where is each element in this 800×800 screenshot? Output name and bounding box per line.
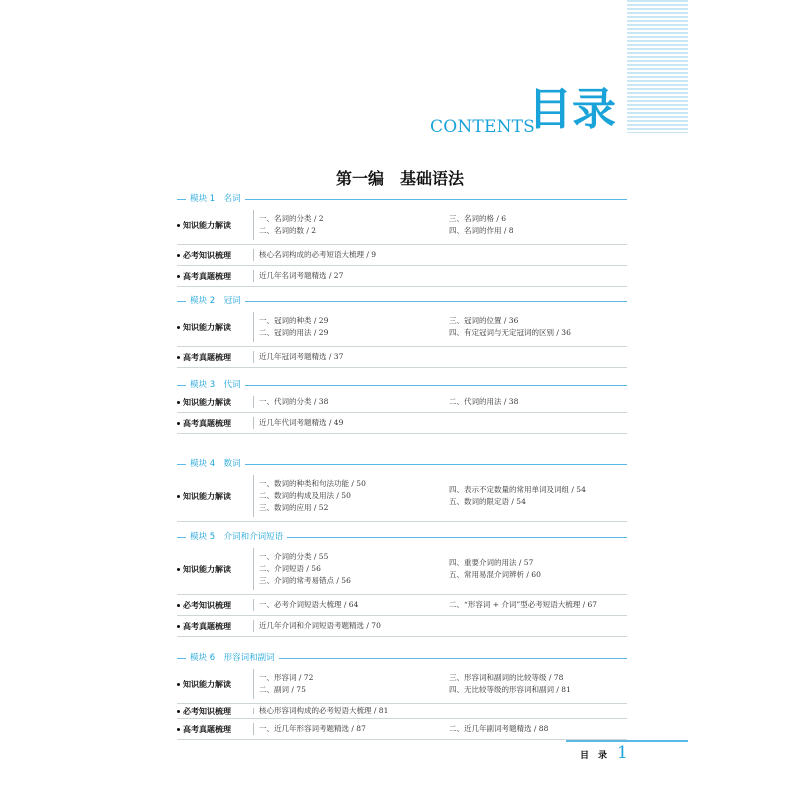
row-separator xyxy=(253,210,254,240)
toc-row xyxy=(177,616,627,637)
bullet-icon xyxy=(177,275,180,278)
entry-column xyxy=(259,599,358,611)
toc-row xyxy=(177,719,627,740)
bullet-icon xyxy=(177,326,180,329)
toc-entry[interactable]: 近几年名词考题精选 / 27 xyxy=(259,271,344,280)
module-title: 模块 2 冠词 xyxy=(186,294,245,308)
toc-entry[interactable]: 一、数词的种类和句法功能 / 50 xyxy=(259,479,366,488)
part-title: 第一编 基础语法 xyxy=(335,169,464,188)
row-separator xyxy=(253,723,254,735)
toc-entry[interactable]: 四、无比较等级的形容词和副词 / 81 xyxy=(449,685,571,694)
bullet-icon xyxy=(177,422,180,425)
toc-row xyxy=(177,471,627,522)
entry-column xyxy=(449,599,597,611)
row-category-label: 知识能力解读 xyxy=(183,564,231,574)
bullet-icon xyxy=(177,710,180,713)
row-category xyxy=(177,308,251,346)
contents-label: CONTENTS xyxy=(430,117,536,137)
module-section xyxy=(177,192,627,287)
toc-row xyxy=(177,392,627,413)
row-separator xyxy=(253,620,254,632)
toc-row xyxy=(177,308,627,347)
module-title: 模块 6 形容词和副词 xyxy=(186,651,279,665)
module-title: 模块 3 代词 xyxy=(186,378,245,392)
row-category-label: 必考知识梳理 xyxy=(183,600,231,610)
row-separator xyxy=(253,708,254,714)
entry-column xyxy=(259,551,351,587)
row-separator xyxy=(253,475,254,517)
row-separator xyxy=(253,270,254,282)
toc-entry[interactable]: 三、数词的应用 / 52 xyxy=(259,503,329,512)
toc-row xyxy=(177,347,627,368)
toc-entry[interactable]: 二、冠词的用法 / 29 xyxy=(259,328,329,337)
entry-column xyxy=(259,620,381,632)
entry-column xyxy=(259,249,376,261)
entry-column xyxy=(449,213,514,237)
entry-column xyxy=(449,723,548,735)
entry-column xyxy=(449,315,571,339)
entry-column xyxy=(449,396,518,408)
module-section xyxy=(177,457,627,522)
row-separator xyxy=(253,351,254,363)
bullet-icon xyxy=(177,625,180,628)
toc-entry[interactable]: 一、必考介词短语大梳理 / 64 xyxy=(259,600,359,609)
row-category xyxy=(177,413,251,433)
toc-entry[interactable]: 一、介词的分类 / 55 xyxy=(259,552,329,561)
row-category-label: 知识能力解读 xyxy=(183,679,231,689)
bullet-icon xyxy=(177,224,180,227)
row-category xyxy=(177,392,251,412)
toc-entry[interactable]: 近几年代词考题精选 / 49 xyxy=(259,418,344,427)
footer-label: 目 录 xyxy=(580,751,608,761)
module-title: 模块 5 介词和介词短语 xyxy=(186,530,287,544)
entry-column xyxy=(449,672,571,696)
module-section xyxy=(177,651,627,740)
row-category-label: 知识能力解读 xyxy=(183,220,231,230)
entry-column xyxy=(449,484,586,508)
toc-entry[interactable]: 五、数词的限定语 / 54 xyxy=(449,497,526,506)
module-header xyxy=(177,530,627,544)
row-category xyxy=(177,347,251,367)
toc-entry[interactable]: 近几年介词和介词短语考题精选 / 70 xyxy=(259,621,381,630)
toc-row xyxy=(177,245,627,266)
module-title: 模块 1 名词 xyxy=(186,192,245,206)
module-header xyxy=(177,192,627,206)
bullet-icon xyxy=(177,495,180,498)
toc-entry[interactable]: 一、名词的分类 / 2 xyxy=(259,214,324,223)
row-category-label: 高考真题梳理 xyxy=(183,418,231,428)
row-category xyxy=(177,595,251,615)
row-separator xyxy=(253,548,254,590)
entry-column xyxy=(259,417,343,429)
toc-entry[interactable]: 三、冠词的位置 / 36 xyxy=(449,316,519,325)
row-separator xyxy=(253,396,254,408)
toc-row xyxy=(177,665,627,704)
toc-entry[interactable]: 核心形容词构成的必考短语大梳理 / 81 xyxy=(259,706,389,715)
toc-entry[interactable]: 近几年冠词考题精选 / 37 xyxy=(259,352,344,361)
row-separator xyxy=(253,417,254,429)
row-category-label: 必考知识梳理 xyxy=(183,250,231,260)
module-section xyxy=(177,294,627,368)
toc-entry[interactable]: 三、形容词和副词的比较等级 / 78 xyxy=(449,673,564,682)
row-separator xyxy=(253,249,254,261)
page-title: 目录 xyxy=(528,84,616,135)
row-category-label: 知识能力解读 xyxy=(183,491,231,501)
toc-entry[interactable]: 二、“形容词 + 介词”型必考短语大梳理 / 67 xyxy=(449,600,598,609)
toc-entry[interactable]: 三、介词的常考易错点 / 56 xyxy=(259,576,351,585)
module-section xyxy=(177,378,627,434)
toc-entry[interactable]: 一、形容词 / 72 xyxy=(259,673,314,682)
toc-entry[interactable]: 一、冠词的种类 / 29 xyxy=(259,316,329,325)
row-category-label: 高考真题梳理 xyxy=(183,621,231,631)
toc-entry[interactable]: 一、近几年形容词考题精选 / 87 xyxy=(259,724,366,733)
row-separator xyxy=(253,669,254,699)
entry-column xyxy=(449,557,541,581)
row-category xyxy=(177,719,251,739)
bullet-icon xyxy=(177,683,180,686)
entry-column xyxy=(259,315,328,339)
toc-entry[interactable]: 二、名词的数 / 2 xyxy=(259,226,317,235)
row-category xyxy=(177,245,251,265)
bullet-icon xyxy=(177,604,180,607)
entry-column xyxy=(259,705,388,717)
module-title: 模块 4 数词 xyxy=(186,457,245,471)
row-category-label: 知识能力解读 xyxy=(183,397,231,407)
footer-divider xyxy=(566,740,688,742)
entry-column xyxy=(259,672,313,696)
entry-column xyxy=(259,723,366,735)
toc-row xyxy=(177,595,627,616)
toc-entry[interactable]: 二、介词短语 / 56 xyxy=(259,564,321,573)
toc-entry[interactable]: 一、代词的分类 / 38 xyxy=(259,397,329,406)
row-category-label: 高考真题梳理 xyxy=(183,271,231,281)
toc-entry[interactable]: 二、副词 / 75 xyxy=(259,685,306,694)
bullet-icon xyxy=(177,568,180,571)
module-section xyxy=(177,530,627,637)
toc-row xyxy=(177,704,627,719)
toc-row xyxy=(177,266,627,287)
row-category xyxy=(177,471,251,521)
toc-entry[interactable]: 四、重要介词的用法 / 57 xyxy=(449,558,534,567)
toc-entry[interactable]: 二、数词的构成及用法 / 50 xyxy=(259,491,351,500)
toc-entry[interactable]: 五、常用易混介词辨析 / 60 xyxy=(449,570,541,579)
module-header xyxy=(177,651,627,665)
entry-column xyxy=(259,213,324,237)
toc-entry[interactable]: 二、代词的用法 / 38 xyxy=(449,397,519,406)
toc-entry[interactable]: 二、近几年副词考题精选 / 88 xyxy=(449,724,549,733)
row-category xyxy=(177,266,251,286)
entry-column xyxy=(259,478,366,514)
module-header xyxy=(177,457,627,471)
row-category xyxy=(177,665,251,703)
bullet-icon xyxy=(177,728,180,731)
row-category-label: 必考知识梳理 xyxy=(183,706,231,716)
module-header xyxy=(177,294,627,308)
bullet-icon xyxy=(177,356,180,359)
row-category xyxy=(177,704,251,718)
toc-entry[interactable]: 核心名词构成的必考短语大梳理 / 9 xyxy=(259,250,377,259)
header-stripes-decoration xyxy=(627,0,688,133)
row-category xyxy=(177,544,251,594)
row-category xyxy=(177,616,251,636)
row-separator xyxy=(253,599,254,611)
toc-entry[interactable]: 四、有定冠词与无定冠词的区别 / 36 xyxy=(449,328,571,337)
bullet-icon xyxy=(177,401,180,404)
row-category xyxy=(177,206,251,244)
toc-row xyxy=(177,413,627,434)
module-header xyxy=(177,378,627,392)
row-category-label: 高考真题梳理 xyxy=(183,724,231,734)
toc-entry[interactable]: 四、名词的作用 / 8 xyxy=(449,226,514,235)
row-category-label: 高考真题梳理 xyxy=(183,352,231,362)
toc-entry[interactable]: 四、表示不定数量的常用单词及词组 / 54 xyxy=(449,485,586,494)
toc-row xyxy=(177,206,627,245)
toc-entry[interactable]: 三、名词的格 / 6 xyxy=(449,214,507,223)
row-category-label: 知识能力解读 xyxy=(183,322,231,332)
bullet-icon xyxy=(177,254,180,257)
entry-column xyxy=(259,396,328,408)
row-separator xyxy=(253,312,254,342)
entry-column xyxy=(259,270,343,282)
toc-row xyxy=(177,544,627,595)
entry-column xyxy=(259,351,343,363)
page-number: 1 xyxy=(617,743,628,763)
